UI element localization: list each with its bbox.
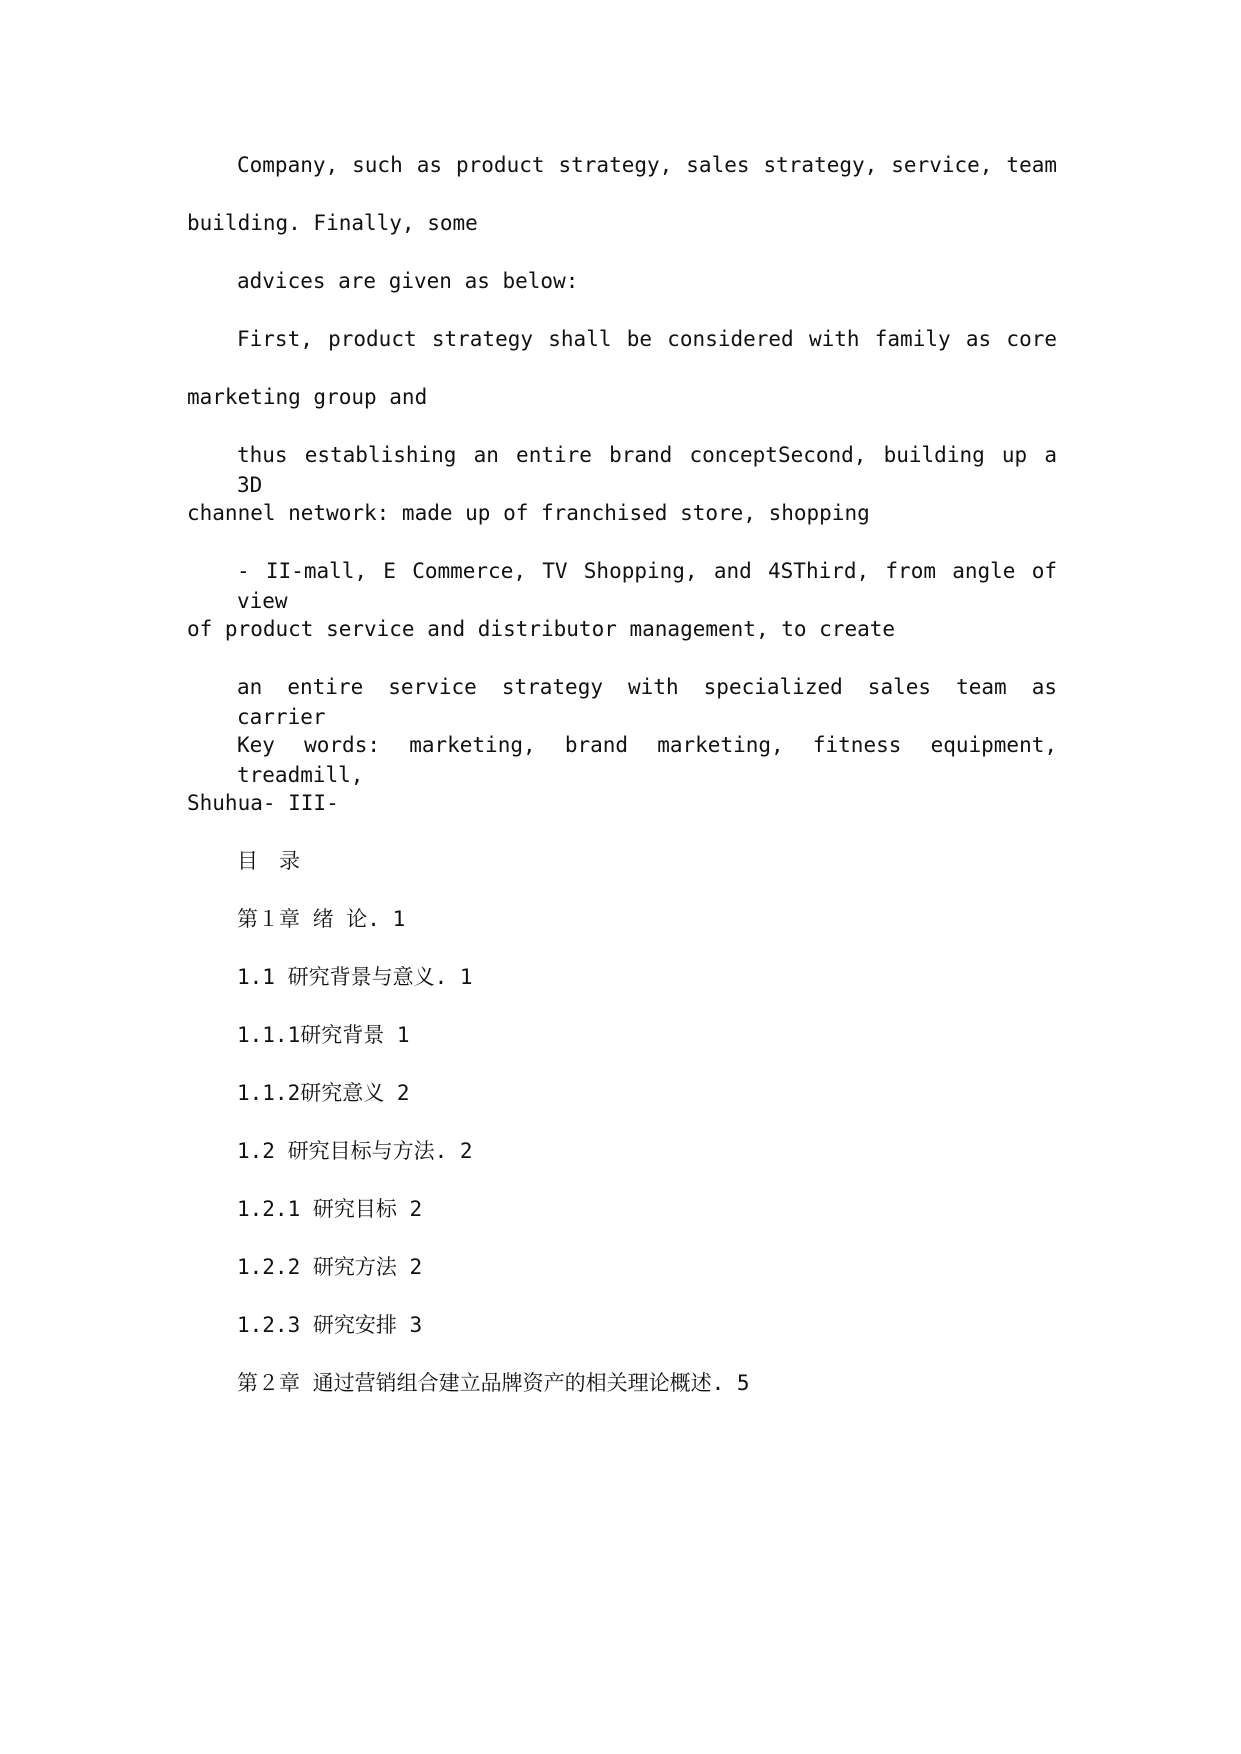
abstract-line: - II-mall, E Commerce, TV Shopping, and 4SThird, from angle of view xyxy=(237,559,1057,613)
abstract-line: of product service and distributor management, to create xyxy=(187,617,896,641)
abstract-line: Company, such as product strategy, sales strategy, service, team xyxy=(237,153,1057,177)
abstract-line: thus establishing an entire brand conceptSecond, building up a 3D xyxy=(237,443,1057,497)
abstract-line: an entire service strategy with specialized sales team as carrier xyxy=(237,675,1057,729)
toc-entry: 第１章 绪 论. 1 xyxy=(237,907,406,931)
toc-entry: 第２章 通过营销组合建立品牌资产的相关理论概述. 5 xyxy=(237,1371,750,1395)
toc-entry: 1.1.1研究背景 1 xyxy=(237,1023,410,1047)
keywords-line: Shuhua- III- xyxy=(187,791,339,815)
abstract-line: channel network: made up of franchised store, shopping xyxy=(187,501,870,525)
toc-entry: 1.1 研究背景与意义. 1 xyxy=(237,965,473,989)
toc-entry: 1.2.1 研究目标 2 xyxy=(237,1197,423,1221)
toc-entry: 1.2.2 研究方法 2 xyxy=(237,1255,423,1279)
abstract-line: advices are given as below: xyxy=(237,269,579,293)
abstract-line: building. Finally, some xyxy=(187,211,478,235)
keywords-line: Key words: marketing, brand marketing, fitness equipment, treadmill, xyxy=(237,733,1057,787)
abstract-line: First, product strategy shall be considered with family as core xyxy=(237,327,1057,351)
toc-entry: 1.2 研究目标与方法. 2 xyxy=(237,1139,473,1163)
toc-entry: 1.1.2研究意义 2 xyxy=(237,1081,410,1105)
abstract-line: marketing group and xyxy=(187,385,428,409)
toc-title: 目 录 xyxy=(237,849,300,873)
toc-entry: 1.2.3 研究安排 3 xyxy=(237,1313,423,1337)
